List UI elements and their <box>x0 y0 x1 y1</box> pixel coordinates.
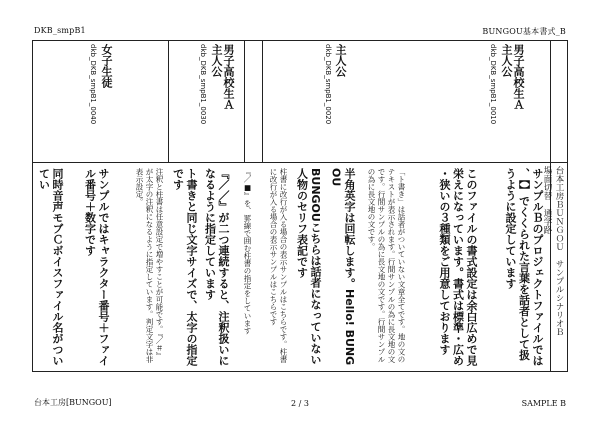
speaker-name: 男子高校生Ａ <box>222 44 235 110</box>
speaker-divider-b <box>244 40 245 162</box>
annotation-text: 注釈と柱書は任意設定で増やすことが可能です。『／＃』が太字の注釈になるように指定しています。判定文字は非表示設定。 <box>135 168 164 363</box>
speaker-role: 主人公 <box>334 44 347 77</box>
line-id: dkb_DKB_smpB1_0010 <box>489 44 497 125</box>
footer-left: 台本工房[BUNGOU] <box>34 398 112 407</box>
scenario-title: 台本工房ＢＵＮＧＯＵ サンプルシナリオＢ <box>554 166 564 336</box>
speaker-role: 主人公 <box>500 44 513 77</box>
dialogue-line: 同時音声モブＣボイスファイル名がついてい <box>37 168 64 366</box>
pillar-text: 柱書に改行が入る場合の表示サンプルはこちらです。柱書に改行が入る場合の表示サンプルはこちらです <box>269 168 288 363</box>
annotation-line: ト書きと同じ文字サイズで、太字の指定です <box>171 168 198 366</box>
speaker-name: 男子高校生Ａ <box>512 44 525 110</box>
scene-heading: 場面切替 通学路 <box>542 166 552 234</box>
page-number: 2 / 3 <box>291 399 309 408</box>
annotation-line: 『／／』が二つ連続すると、注釈扱いになるように指定しています <box>203 168 230 366</box>
footer-right: SAMPLE B <box>521 399 566 408</box>
line-id: dkb_DKB_smpB1_0030 <box>199 44 207 125</box>
speaker-divider-c <box>262 40 263 162</box>
speaker-divider-a <box>168 40 169 162</box>
speaker-divider <box>32 162 568 163</box>
dialogue-line: 半角英字は回転します。Hello! BUNGOU <box>329 168 356 366</box>
line-id: dkb_DKB_smpB1_0040 <box>89 44 97 125</box>
header-right: BUNGOU基本書式_B <box>482 27 566 36</box>
direction-text: 「ト書き」は話者がついていない文章全てです。地の文のテキストが表示されます。行間サンプルの為に長文地の文です。行間サンプルの為に長文地の文です。行間サンプルの為に長文地の文です。 <box>367 168 406 363</box>
speaker-name: 女子生徒 <box>100 44 113 88</box>
pillar-heading: 『／■』を、罫線で囲む柱書の指定をしています <box>243 168 252 335</box>
direction-bold: このファイルの書式設定は余白広めで見栄えになっています。書式は標準・広め・狭いの３種類をご用意しております <box>438 168 478 366</box>
speaker-role: 主人公 <box>210 44 223 77</box>
dialogue-line: サンプルＢのプロジェクトファイルでは、【】でくくられた言葉を話者として扱うように設定しています <box>504 168 544 366</box>
dialogue-line: サンプルではキャラクター番号＋ファイル番号＋数字です <box>83 168 110 366</box>
dialogue-line: BUNGOUこちらは話者になっていない人物のセリフ表記です <box>295 168 322 365</box>
header-left: DKB_smpB1 <box>34 26 86 35</box>
line-id: dkb_DKB_smpB1_0020 <box>324 44 332 125</box>
